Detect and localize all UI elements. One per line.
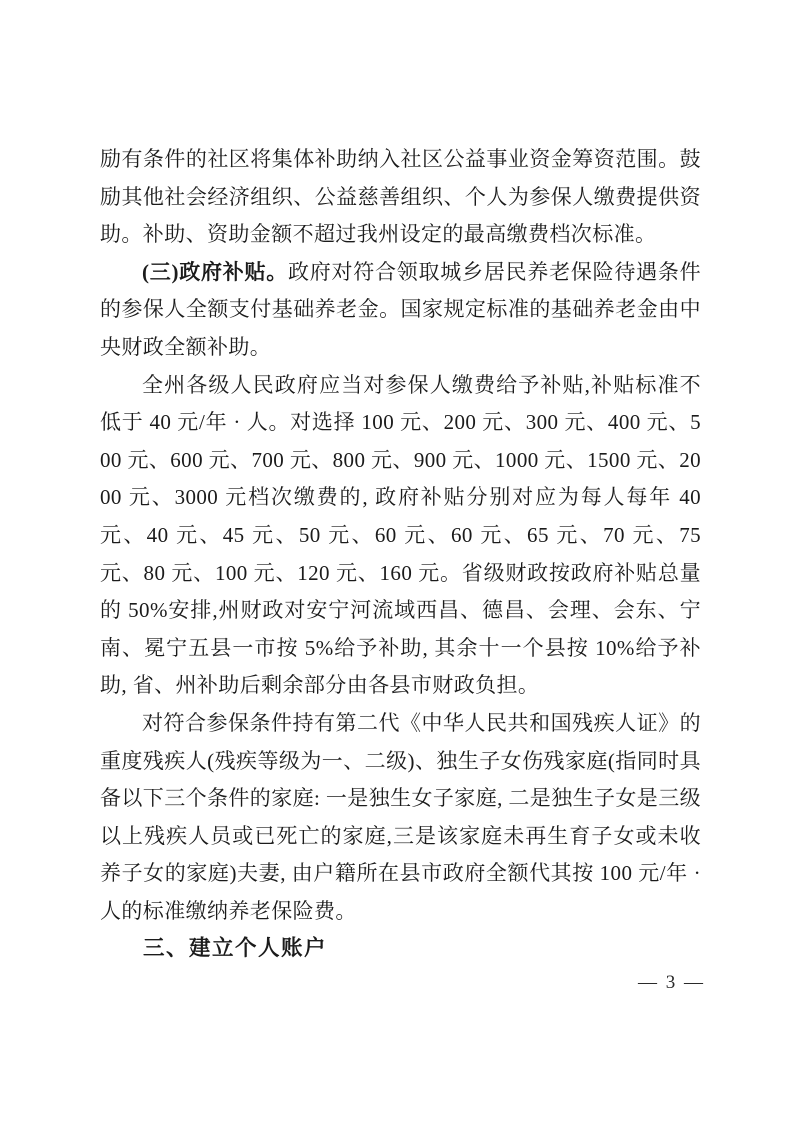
paragraph-text: 励有条件的社区将集体补助纳入社区公益事业资金筹资范围。鼓励其他社会经济组织、公益慈善组织、个人为参保人缴费提供资助。补助、资助金额不超过我州设定的最高缴费档次标准。: [100, 147, 701, 247]
paragraph: [100, 141, 701, 254]
page-number: — 3 —: [638, 972, 705, 993]
paragraph: [100, 254, 701, 367]
paragraph-text: 政府对符合领取城乡居民养老保险待遇条件的参保人全额支付基础养老金。国家规定标准的基础养老金由中央财政全额补助。: [100, 259, 702, 359]
document-body: [100, 141, 701, 968]
paragraph: [100, 367, 701, 705]
paragraph-text: 对符合参保条件持有第二代《中华人民共和国残疾人证》的重度残疾人(残疾等级为一、二级)、独生子女伤残家庭(指同时具备以下三个条件的家庭: 一是独生女子家庭, 二是独生子女是三级以上残疾人员或已死亡的家庭,三是该家庭未再生育子女或未收养子女的家庭)夫妻, 由户籍所在县市政府全额代其按 100 元/年 · 人的标准缴纳养老保险费。: [100, 710, 701, 923]
paragraph-text: 全州各级人民政府应当对参保人缴费给予补贴,补贴标准不低于 40 元/年 · 人。对选择 100 元、200 元、300 元、400 元、500 元、600 元、700 元、800 元、900 元、1000 元、1500 元、2000 元、3000 元档次缴费的, 政府补贴分别对应为每人每年 40 元、40 元、45 元、50 元、60 元、60 元、65 元、70 元、75 元、80 元、100 元、120 元、160 元。省级财政按政府补贴总量的 50%安排,州财政对安宁河流域西昌、德昌、会理、会东、宁南、冕宁五县一市按 5%给予补助, 其余十一个县按 10%给予补助, 省、州补助后剩余部分由各县市财政负担。: [100, 372, 701, 698]
section-heading: [100, 930, 701, 968]
paragraph-lead-bold: 三、建立个人账户: [143, 936, 328, 961]
paragraph: [100, 705, 701, 931]
paragraph-lead-bold: (三)政府补贴。: [142, 259, 289, 284]
